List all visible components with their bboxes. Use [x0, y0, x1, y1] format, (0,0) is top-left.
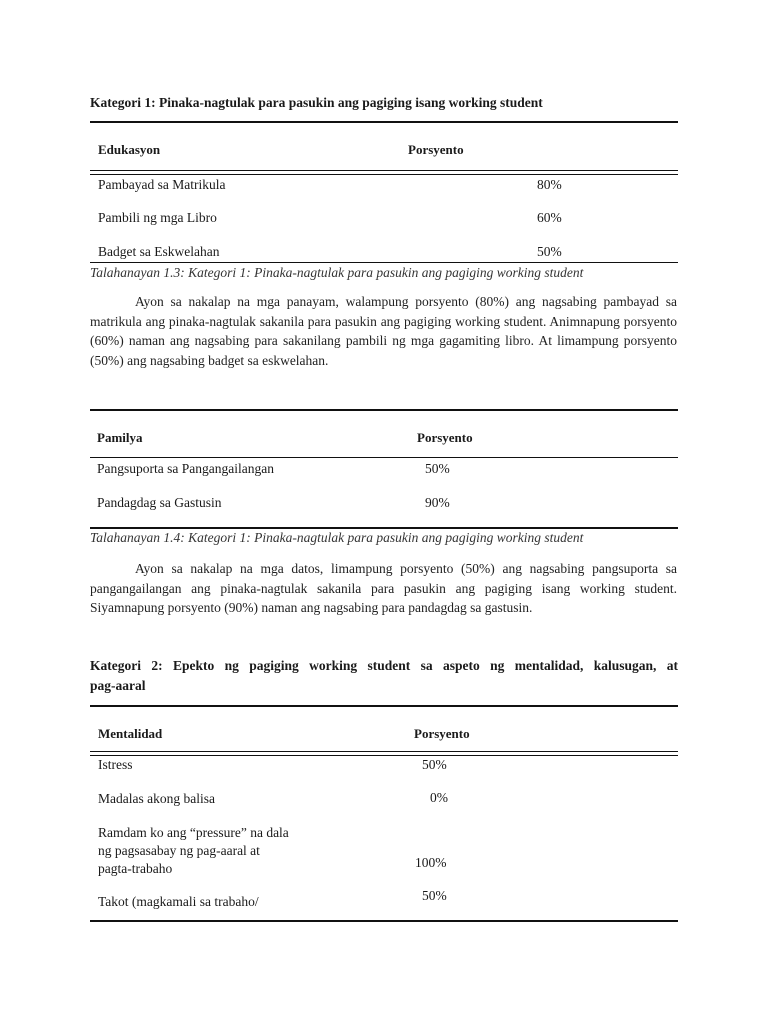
column-header-porsyento: Porsyento — [417, 430, 473, 445]
table-top-rule — [90, 409, 678, 411]
table-row-label: Pambayad sa Matrikula — [98, 177, 226, 192]
table-top-rule — [90, 121, 678, 123]
header-rule — [90, 457, 678, 458]
column-header-porsyento: Porsyento — [408, 142, 464, 157]
kategori-1-heading: Kategori 1: Pinaka-nagtulak para pasukin ang pagiging isang working student — [90, 95, 543, 110]
kategori-2-heading-line-2: pag-aaral — [90, 678, 146, 693]
table-row-value: 50% — [422, 888, 447, 903]
column-header-porsyento: Porsyento — [414, 726, 470, 741]
table-row-label: Takot (magkamali sa trabaho/ — [98, 894, 259, 909]
table-bottom-rule — [90, 920, 678, 922]
table-row-value: 90% — [425, 495, 450, 510]
column-header-mentalidad: Mentalidad — [98, 726, 163, 741]
table-row-value: 80% — [537, 177, 562, 192]
table-row-label-line: pagta-trabaho — [98, 861, 173, 876]
table-row-value: 50% — [425, 461, 450, 476]
column-header-pamilya: Pamilya — [97, 430, 143, 445]
table-row-label: Pangsuporta sa Pangangailangan — [97, 461, 274, 476]
header-double-rule — [90, 751, 678, 756]
table-row-value: 60% — [537, 210, 562, 225]
column-header-edukasyon: Edukasyon — [98, 142, 161, 157]
table-row-value: 0% — [430, 790, 448, 805]
kategori-2-heading-line-1: Kategori 2: Epekto ng pagiging working student sa aspeto ng mentalidad, kalusugan, at — [90, 658, 678, 673]
table-row-label: Istress — [98, 757, 133, 772]
table-caption: Talahanayan 1.3: Kategori 1: Pinaka-nagtulak para pasukin ang pagiging working student — [90, 265, 584, 280]
table-row-value: 50% — [537, 244, 562, 259]
table-bottom-rule — [90, 262, 678, 263]
table-row-label-line: Ramdam ko ang “pressure” na dala — [98, 825, 289, 840]
table-row-label — [98, 824, 289, 878]
paragraph-1: Ayon sa nakalap na mga panayam, walampung porsyento (80%) ang nagsabing pambayad sa matrikula ang pinaka-nagtulak sakanila para pasukin ang pagiging working student. Animnapung porsyento (60%) naman ang nagsabing para sakanilang pambili ng mga gagamiting libro. At limampung porsyento (50%) ang nagsabing badget sa eskwelahan. — [90, 294, 677, 368]
table-row-value: 100% — [415, 855, 447, 870]
header-double-rule — [90, 170, 678, 175]
table-row-label: Badget sa Eskwelahan — [98, 244, 220, 259]
paragraph-2: Ayon sa nakalap na mga datos, limampung porsyento (50%) ang nagsabing pangsuporta sa pangangailangan ang pinaka-nagtulak sakanila para pasukin ang pagiging isang working student. Siyamnapung porsyento (90%) naman ang nagsabing para pandagdag sa gastusin. — [90, 561, 677, 615]
table-row-label-line: ng pagsasabay ng pag-aaral at — [98, 843, 260, 858]
table-row-label: Madalas akong balisa — [98, 791, 215, 806]
table-row-value: 50% — [422, 757, 447, 772]
table-caption: Talahanayan 1.4: Kategori 1: Pinaka-nagtulak para pasukin ang pagiging working student — [90, 530, 584, 545]
table-row-label: Pambili ng mga Libro — [98, 210, 217, 225]
table-top-rule — [90, 705, 678, 707]
table-row-label: Pandagdag sa Gastusin — [97, 495, 222, 510]
table-bottom-rule — [90, 527, 678, 529]
